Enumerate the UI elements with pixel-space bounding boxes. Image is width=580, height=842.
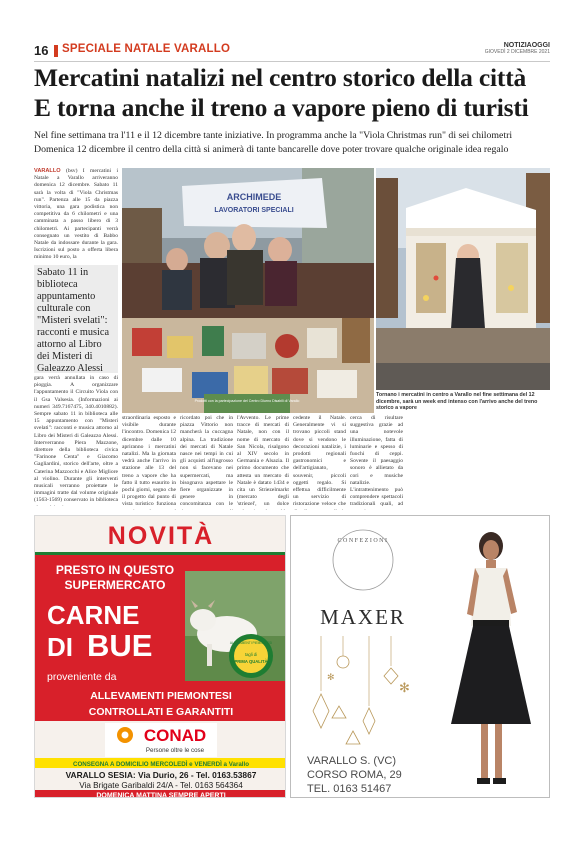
conad-ad-art — [35, 516, 286, 798]
svg-text:✻: ✻ — [399, 681, 410, 696]
quality-badge — [229, 634, 273, 678]
svg-text:✻: ✻ — [327, 673, 335, 683]
masthead — [485, 42, 550, 55]
article-col-5 — [293, 415, 346, 510]
article-text: ricordato poi che in piazza Vittorio non mancherà la cuccagna alpina. La tradizione dei mercati di Natale nasce nei tempi in cui gli acquisti all'ingrosso non si facevano nei supermercati, ma bisognava aspettare le fiere organizzate in genere in concomitanza con le — [180, 415, 233, 508]
article-text: gara verrà annullata in caso di pioggia. A organizzare l'appuntamento il Circuito Viola con il Gsa Valsesia. (Informazioni ai numeri 349.7167475, 340.4010882). Sempre sabato 11 in biblioteca alle 15 appuntamento con "Misteri svelati": racconti e musica attorno al Libro dei Misteri di Galeazzo Alessi. Interverranno Piera Mazzone, direttore della biblioteca civica "Farinone Centa" e Giacomo Gagliardini, storico dell'arte, oltre a Caterina Mazzocchi e Alice Migliore al violino. Durante gli interventi musicali verranno proiettate le immagini tratte dal volume originale (1563-1569) conservato in biblioteca — [34, 375, 118, 504]
article-col-3 — [180, 415, 233, 510]
badge-mid: tagli di — [244, 652, 258, 657]
section-title: SPECIALE NATALE VARALLO — [62, 43, 231, 55]
article-text: (bsv) I mercatini i Natale a Varallo arriveranno domenica 12 dicembre. Sabato 11 sarà la volta di "Viola Christmas run". Partenza alle 15 da piazza vittoria, una gara podistica non competitiva da 6 chilometri e una camminata a passo libero di 3 chilometri. Ai partecipanti verrà consegnato un vestito di Babbo Natale da indossare durante la gara. Iscrizioni sul posto a offerta libera minimo 10 euro, la — [34, 168, 118, 261]
article-col-1-top — [34, 168, 118, 264]
article-lead: VARALLO — [34, 168, 61, 174]
address-line-1: VARALLO SESIA: Via Durio, 26 - Tel. 0163.53867 — [65, 770, 257, 780]
conad-line-2: SUPERMERCATO — [64, 578, 166, 592]
badge-top: ALLEVAMENTI PIEMONTESI — [229, 641, 273, 645]
maxer-city: VARALLO S. (VC) — [307, 755, 397, 767]
controllati-text: CONTROLLATI E GARANTITI — [88, 706, 234, 718]
headline — [34, 63, 550, 123]
badge-bottom: PRIMA QUALITÀ — [234, 659, 268, 664]
page-header — [34, 42, 550, 60]
masthead-date: GIOVEDÌ 2 DICEMBRE 2021 — [484, 49, 550, 55]
allevamenti-text: ALLEVAMENTI PIEMONTESI — [90, 690, 232, 702]
header-rule — [34, 61, 550, 62]
provenienza-text: proveniente da — [47, 671, 117, 683]
maxer-confezioni: CONFEZIONI — [337, 538, 389, 544]
maxer-ad-art — [291, 516, 550, 798]
headline-line-1: Mercatini natalizi nel centro storico della città — [34, 63, 527, 92]
headline-line-2: E torna anche il treno a vapore pieno di turisti — [34, 93, 529, 122]
stall-sign: Prodotti con la partecipazione del Centro Diurno Disabili di Varallo — [194, 399, 300, 403]
pull-quote: Sabato 11 in biblioteca appuntamento culturale con "Misteri svelati": racconti e musica attorno al Libro dei Misteri di Galeazzo Alessi — [34, 265, 118, 373]
article-text: straordinaria esposto e visibile durante l'incontro. Domenica 12 dicembre dalle 10 apriranno i mercatini natalizi. Ma la giornata vedrà anche l'arrivo in stazione alle 13 del treno a vapore che ha fatto il tutto esaurito in pochi giorni, segno che il progetto dal punto di vista turistico funziona — [122, 415, 176, 508]
carne-word: CARNE — [47, 600, 140, 630]
market-stall-photo — [122, 168, 374, 413]
banner-line-1: ARCHIMEDE — [226, 192, 282, 202]
article-text: cerca di risultare suggestiva grazie ad una notevole illuminazione, fatta di luminarie e spesso di fuochi di ceppi. Sovente il paesaggio sonoro è allietato da cori e musiche natalizie. L'intrattenimento può comprendere spettacoli tradizionali quali, ad — [350, 415, 403, 508]
article-col-4 — [237, 415, 289, 510]
subtitle-line-2: Domenica 12 dicembre il centro della città si animerà di tante bancarelle dove poter trovare qualche originale idea regalo — [34, 143, 509, 155]
address-line-2: Via Brigate Garibaldi 24/A - Tel. 0163 564364 — [79, 781, 243, 790]
conad-brand: CONAD — [143, 726, 207, 745]
maxer-phone: TEL. 0163 51467 — [307, 783, 392, 795]
market-stall-illustration — [122, 168, 374, 413]
consegna-text: CONSEGNA A DOMICILIO MERCOLEDÌ e VENERDÌ a Varallo — [72, 761, 250, 768]
banner-line-2: LAVORATORI SPECIALI — [214, 207, 294, 214]
photo-caption: Tornano i mercatini in centro a Varallo nel fine settimana del 12 dicembre, sarà un week end intenso con l'arrivo anche del treno storico a vapore — [376, 392, 538, 412]
bue-word: BUE — [87, 628, 153, 663]
article-text: l'Avvento. Le prime tracce di mercati di Natale, non con il nome di mercato di San Nicola, risalgono al XIV secolo in Germania e Alsazia. Il primo documento che attesta un mercato di Natale è datato 1434 e cita un Striezelmarkt (mercato degli 'striezel', un dolce — [237, 415, 289, 508]
christmas-market-illustration — [376, 168, 550, 390]
page-number: 16 — [34, 43, 49, 58]
novita-title: NOVITÀ — [107, 522, 215, 550]
maxer-brand: MAXER — [320, 605, 406, 629]
subtitle-line-1: Nel fine settimana tra l'11 e il 12 dicembre tante iniziative. In programma anche la "Viola Christmas run" di sei chilometri — [34, 130, 513, 141]
conad-tagline: Persone oltre le cose — [145, 747, 205, 754]
conad-logo — [105, 723, 217, 757]
article-col-2 — [122, 415, 176, 510]
maxer-advertisement[interactable] — [290, 515, 550, 798]
masthead-brand: NOTIZIAOGGI — [503, 42, 550, 49]
article-col-1-bottom — [34, 375, 118, 506]
article-text: cedente il Natale. Generalmente vi si trovano piccoli stand dove si vendono le decorazioni natalizie, i prodotti regionali gastronomici e dell'artigianato, souvenir, piccoli oggetti regalo. Si effettua difficilmente un servizio di ristorazione veloce che — [293, 415, 346, 508]
conad-line-1: PRESTO IN QUESTO — [55, 563, 175, 577]
subtitle — [34, 129, 550, 156]
conad-advertisement[interactable] — [34, 515, 286, 798]
article-col-6 — [350, 415, 403, 510]
domenica-text: DOMENICA MATTINA SEMPRE APERTI — [96, 792, 226, 798]
di-word: DI — [47, 632, 73, 662]
maxer-street: CORSO ROMA, 29 — [307, 769, 402, 781]
christmas-market-photo — [376, 168, 550, 390]
section-marker — [54, 45, 58, 57]
